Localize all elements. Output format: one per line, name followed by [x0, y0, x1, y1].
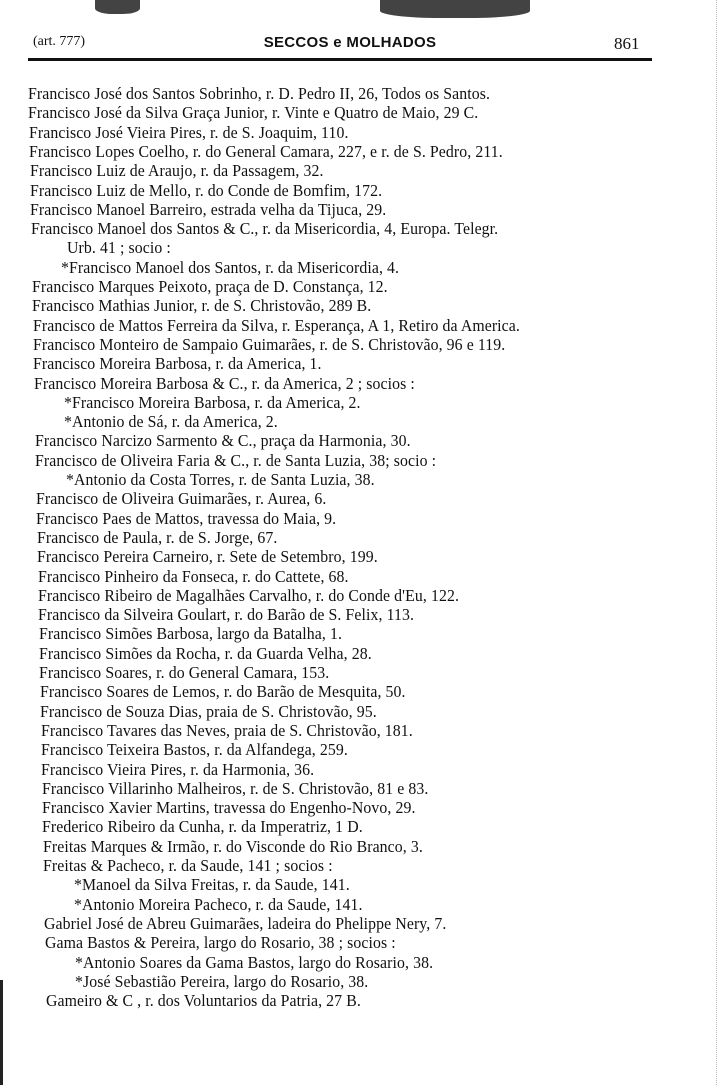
directory-entry: Francisco Pereira Carneiro, r. Sete de Setembro, 199.	[37, 547, 378, 567]
directory-entry: Francisco Ribeiro de Magalhães Carvalho, r. do Conde d'Eu, 122.	[37, 585, 459, 605]
directory-entry: Francisco Soares, r. do General Camara, 153.	[39, 663, 330, 682]
directory-entry: Francisco de Souza Dias, praia de S. Christovão, 95.	[40, 701, 377, 721]
page-edge	[716, 0, 725, 1085]
directory-entry: Gabriel José de Abreu Guimarães, ladeira do Phelippe Nery, 7.	[44, 913, 447, 933]
directory-entry: Francisco Simões da Rocha, r. da Guarda Velha, 28.	[39, 643, 372, 663]
directory-entry: Francisco Pinheiro da Fonseca, r. do Cattete, 68.	[37, 566, 349, 586]
directory-entry: Francisco Mathias Junior, r. de S. Christovão, 289 B.	[32, 296, 372, 316]
directory-entry: Francisco de Oliveira Guimarães, r. Aurea, 6.	[35, 489, 327, 509]
partner-entry: *Antonio Moreira Pacheco, r. da Saude, 141.	[73, 894, 363, 914]
partner-entry: *Francisco Moreira Barbosa, r. da America, 2.	[64, 392, 361, 412]
directory-entry: Francisco Moreira Barbosa, r. da America, 1.	[33, 354, 322, 374]
directory-entry: Francisco Soares de Lemos, r. do Barão de Mesquita, 50.	[39, 682, 406, 702]
directory-entry: Francisco Moreira Barbosa & C., r. da America, 2 ; socios :	[33, 373, 415, 393]
scan-blot	[95, 0, 140, 14]
directory-entry: Francisco de Paula, r. de S. Jorge, 67.	[36, 527, 278, 547]
directory-entry: Francisco Lopes Coelho, r. do General Camara, 227, e r. de S. Pedro, 211.	[29, 141, 503, 161]
directory-entry: Freitas Marques & Irmão, r. do Visconde do Rio Branco, 3.	[42, 836, 423, 856]
directory-entry: Francisco da Silveira Goulart, r. do Barão de S. Felix, 113.	[38, 605, 415, 625]
directory-entry: Freitas & Pacheco, r. da Saude, 141 ; socios :	[43, 856, 333, 875]
directory-entry: Francisco Paes de Mattos, travessa do Maia, 9.	[36, 508, 337, 528]
directory-entry: Francisco Teixeira Bastos, r. da Alfandega, 259.	[40, 740, 348, 760]
directory-entry: Francisco Vieira Pires, r. da Harmonia, 36.	[41, 759, 315, 779]
directory-entry: Francisco de Mattos Ferreira da Silva, r. Esperança, A 1, Retiro da America.	[32, 315, 520, 335]
binding-edge	[0, 980, 3, 1085]
directory-entry: Francisco de Oliveira Faria & C., r. de Santa Luzia, 38; socio :	[35, 450, 437, 470]
directory-entry: Francisco Xavier Martins, travessa do Engenho-Novo, 29.	[42, 798, 416, 818]
directory-entry: Gameiro & C , r. dos Voluntarios da Patria, 27 B.	[45, 991, 361, 1011]
partner-entry: *Antonio Soares da Gama Bastos, largo do Rosario, 38.	[75, 952, 434, 972]
header-rule	[28, 58, 652, 61]
directory-entry: Francisco Tavares das Neves, praia de S. Christovão, 181.	[40, 720, 413, 740]
article-number: (art. 777)	[33, 34, 86, 49]
directory-entry: Francisco Villarinho Malheiros, r. de S. Christovão, 81 e 83.	[41, 778, 429, 798]
directory-entry: Frederico Ribeiro da Cunha, r. da Imperatriz, 1 D.	[42, 817, 364, 837]
partner-entry: *Manoel da Silva Freitas, r. da Saude, 141.	[73, 875, 350, 895]
directory-entry: Francisco Manoel dos Santos & C., r. da Misericordia, 4, Europa. Telegr.	[30, 219, 498, 239]
partner-entry: *José Sebastião Pereira, largo do Rosario, 38.	[75, 971, 369, 991]
page-number: 861	[614, 34, 640, 53]
directory-entry: Francisco Luiz de Mello, r. do Conde de Bomfim, 172.	[29, 180, 383, 200]
entry-continuation: Urb. 41 ; socio :	[67, 238, 171, 258]
page-heading: SECCOS e MOLHADOS	[263, 34, 437, 51]
directory-entry: Francisco Narcizo Sarmento & C., praça da Harmonia, 30.	[34, 431, 411, 451]
scan-blot	[380, 0, 530, 18]
directory-entry: Francisco José da Silva Graça Junior, r. Vinte e Quatro de Maio, 29 C.	[28, 103, 479, 123]
directory-entry: Francisco Manoel Barreiro, estrada velha da Tijuca, 29.	[30, 199, 387, 219]
partner-entry: *Antonio de Sá, r. da America, 2.	[64, 412, 279, 432]
directory-entry: Gama Bastos & Pereira, largo do Rosario, 38 ; socios :	[44, 933, 396, 953]
directory-entry: Francisco José Vieira Pires, r. de S. Joaquim, 110.	[28, 122, 349, 142]
partner-entry: *Antonio da Costa Torres, r. de Santa Luzia, 38.	[65, 470, 375, 489]
directory-entry: Francisco Monteiro de Sampaio Guimarães, r. de S. Christovão, 96 e 119.	[32, 334, 506, 354]
directory-entry: Francisco Marques Peixoto, praça de D. Constança, 12.	[31, 277, 388, 296]
directory-entry: Francisco Luiz de Araujo, r. da Passagem, 32.	[29, 161, 324, 181]
directory-entry: Francisco Simões Barbosa, largo da Batalha, 1.	[38, 624, 342, 644]
partner-entry: *Francisco Manoel dos Santos, r. da Misericordia, 4.	[61, 257, 400, 277]
directory-entry: Francisco José dos Santos Sobrinho, r. D. Pedro II, 26, Todos os Santos.	[28, 84, 491, 103]
